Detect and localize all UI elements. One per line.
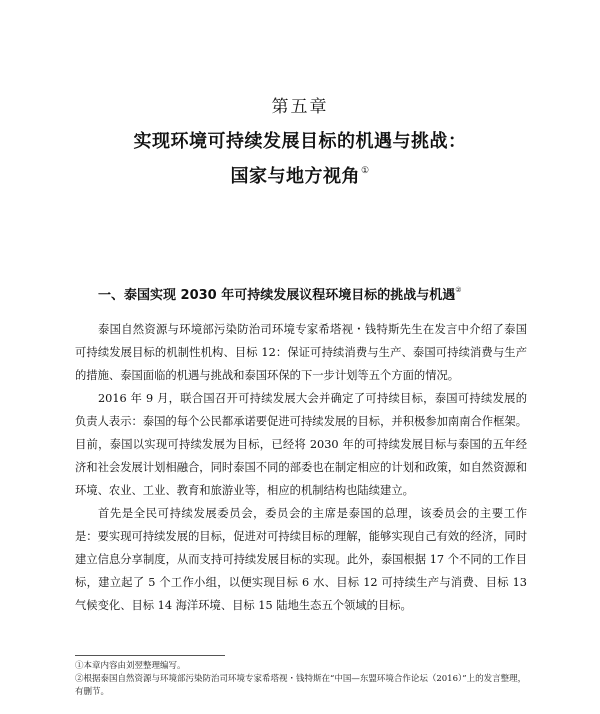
- paragraph-2: 2016 年 9 月，联合国召开可持续发展大会并确定了可持续目标，泰国可持续发展的负责人表示：泰国的每个公民都承诺要促进可持续发展的目标，并积极参加南南合作框架。目前，泰国以实现可持续发展为目标，已经将 2030 年的可持续发展目标与泰国的五年经济和社会发展计划相融合，同时泰国不同的部委也在制定相应的计划和政策，如自然资源和环境、农业、工业、教育和旅游业等，相应的机制结构也陆续建立。: [75, 392, 527, 497]
- chapter-title-line-2-text: 国家与地方视角: [230, 166, 360, 187]
- chapter-label: 第五章: [271, 97, 329, 117]
- chapter-title-line-1: 实现环境可持续发展目标的机遇与挑战：: [133, 131, 467, 152]
- footnote-2: ②根据泰国自然资源与环境部污染防治司环境专家希塔视・钱特斯在“中国—东盟环境合作论坛（2016）”上的发言整理，有删节。: [75, 674, 527, 697]
- body-text: [75, 318, 527, 617]
- section-heading-text: 一、泰国实现 2030 年可持续发展议程环境目标的挑战与机遇: [98, 288, 456, 303]
- paragraph-3: 首先是全民可持续发展委员会，委员会的主席是泰国的总理，该委员会的主要工作是：要实现可持续发展的目标，促进对可持续目标的理解，能够实现自己有效的经济，同时建立信息分享制度，从而支持可持续发展目标的实现。此外，泰国根据 17 个不同的工作目标，建立起了 5 个工作小组，以便实现目标 6 水、目标 12 可持续生产与消费、目标 13 气候变化、目标 14 海洋环境、目标 15 陆地生态五个领域的目标。: [75, 507, 527, 612]
- footnotes: [75, 660, 527, 699]
- section-footnote-mark[interactable]: ②: [455, 286, 462, 294]
- section-heading: [98, 284, 462, 303]
- chapter-footnote-mark[interactable]: ①: [360, 166, 370, 176]
- chapter-title-line-2: [0, 162, 600, 188]
- footnote-divider: [75, 655, 225, 656]
- footnote-1: ①本章内容由刘翌整理编写。: [75, 661, 186, 671]
- paragraph-1: 泰国自然资源与环境部污染防治司环境专家希塔视・钱特斯先生在发言中介绍了泰国可持续发展目标的机制性机构、目标 12：保证可持续消费与生产、泰国可持续消费与生产的措施、泰国面临的机遇与挑战和泰国环保的下一步计划等五个方面的情况。: [75, 323, 527, 382]
